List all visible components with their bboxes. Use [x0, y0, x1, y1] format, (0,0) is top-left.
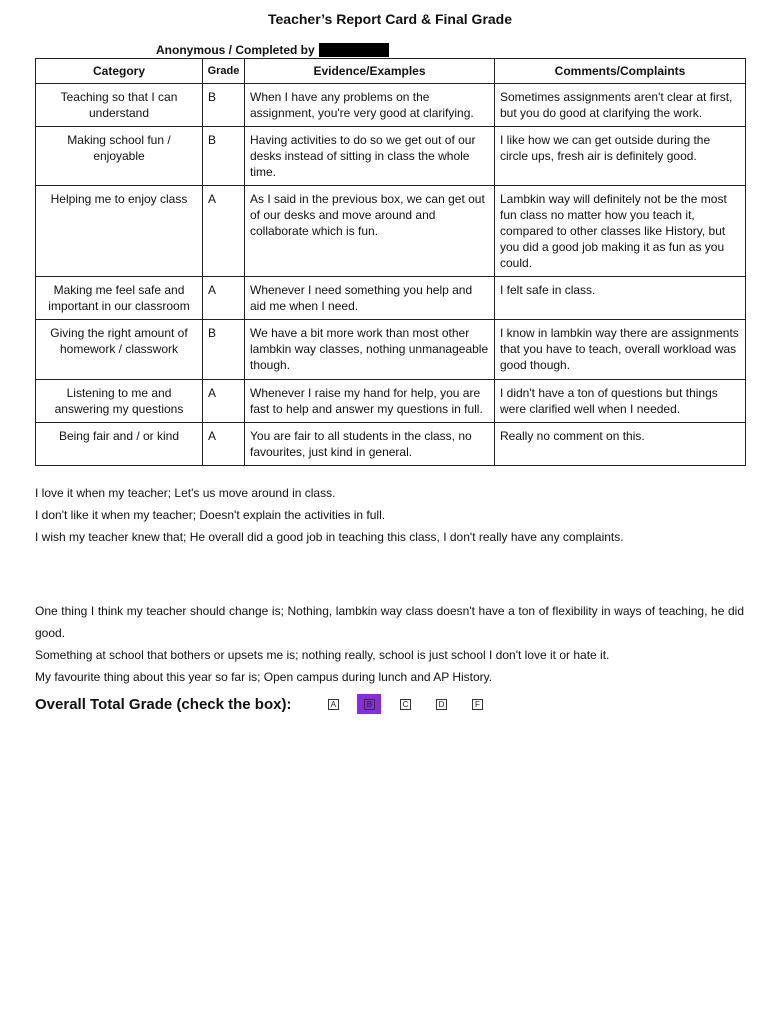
comments-cell: Sometimes assignments aren't clear at first, but you do good at clarifying the work. [495, 84, 746, 127]
dislike-sentence: I don't like it when my teacher; Doesn't explain the activities in full. [35, 508, 386, 522]
checkbox-c[interactable]: C [400, 699, 411, 710]
grade-cell: A [203, 277, 245, 320]
overall-grade-row [35, 694, 495, 714]
comments-cell: I like how we can get outside during the circle ups, fresh air is definitely good. [495, 127, 746, 186]
bothers-sentence: Something at school that bothers or upsets me is; nothing really, school is just school I don't love it or hate it. [35, 648, 610, 662]
header-evidence: Evidence/Examples [245, 59, 495, 84]
sentence-block-2 [35, 600, 744, 688]
report-card-table [35, 58, 746, 466]
grade-cell: A [203, 380, 245, 423]
sentence-block-1 [35, 482, 744, 548]
table-header-row [36, 59, 746, 84]
comments-cell: I didn't have a ton of questions but things were clarified well when I needed. [495, 380, 746, 423]
category-cell: Helping me to enjoy class [36, 186, 203, 277]
evidence-cell: As I said in the previous box, we can get out of our desks and move around and collaborate which is fun. [245, 186, 495, 277]
table-row [36, 186, 746, 277]
grade-cell: A [203, 423, 245, 466]
love-sentence: I love it when my teacher; Let's us move around in class. [35, 486, 336, 500]
evidence-cell: When I have any problems on the assignment, you're very good at clarifying. [245, 84, 495, 127]
grade-cell: B [203, 84, 245, 127]
category-cell: Listening to me and answering my questions [36, 380, 203, 423]
category-cell: Being fair and / or kind [36, 423, 203, 466]
table-row [36, 277, 746, 320]
favourite-sentence: My favourite thing about this year so far is; Open campus during lunch and AP History. [35, 670, 493, 684]
wish-sentence: I wish my teacher knew that; He overall did a good job in teaching this class, I don't really have any complaints. [35, 530, 624, 544]
overall-grade-label: Overall Total Grade (check the box): [35, 695, 292, 713]
comments-cell: Really no comment on this. [495, 423, 746, 466]
checkbox-b[interactable]: B [364, 699, 375, 710]
header-category: Category [36, 59, 203, 84]
table-row [36, 423, 746, 466]
evidence-cell: We have a bit more work than most other lambkin way classes, nothing unmanageable though. [245, 320, 495, 380]
checkbox-d[interactable]: D [436, 699, 447, 710]
grade-cell: B [203, 320, 245, 380]
header-grade: Grade [203, 59, 245, 84]
page-title: Teacher’s Report Card & Final Grade [267, 11, 513, 27]
table-row [36, 320, 746, 380]
table-row [36, 84, 746, 127]
checkbox-f[interactable]: F [472, 699, 483, 710]
completed-by-label: Anonymous / Completed by [156, 43, 315, 57]
grade-option-f[interactable] [459, 694, 495, 714]
grade-option-a[interactable] [315, 694, 351, 714]
table-row [36, 127, 746, 186]
checkbox-a[interactable]: A [328, 699, 339, 710]
grade-cell: A [203, 186, 245, 277]
table-row [36, 380, 746, 423]
grade-options [315, 694, 495, 714]
category-cell: Teaching so that I can understand [36, 84, 203, 127]
category-cell: Making me feel safe and important in our classroom [36, 277, 203, 320]
grade-option-d[interactable] [423, 694, 459, 714]
evidence-cell: Whenever I need something you help and aid me when I need. [245, 277, 495, 320]
header-comments: Comments/Complaints [495, 59, 746, 84]
comments-cell: I know in lambkin way there are assignments that you have to teach, overall workload was good though. [495, 320, 746, 380]
category-cell: Giving the right amount of homework / classwork [36, 320, 203, 380]
evidence-cell: Having activities to do so we get out of our desks instead of sitting in class the whole time. [245, 127, 495, 186]
evidence-cell: Whenever I raise my hand for help, you are fast to help and answer my questions in full. [245, 380, 495, 423]
comments-cell: Lambkin way will definitely not be the most fun class no matter how you teach it, compared to other classes like History, but you did a good job making it as fun as you could. [495, 186, 746, 277]
grade-cell: B [203, 127, 245, 186]
grade-option-b[interactable] [357, 694, 381, 714]
evidence-cell: You are fair to all students in the class, no favourites, just kind in general. [245, 423, 495, 466]
comments-cell: I felt safe in class. [495, 277, 746, 320]
redacted-name-block [319, 43, 389, 57]
completed-by-line [156, 43, 389, 57]
grade-option-c[interactable] [387, 694, 423, 714]
category-cell: Making school fun / enjoyable [36, 127, 203, 186]
change-sentence: One thing I think my teacher should change is; Nothing, lambkin way class doesn't have a ton of flexibility in ways of teaching, he did good. [35, 604, 744, 640]
